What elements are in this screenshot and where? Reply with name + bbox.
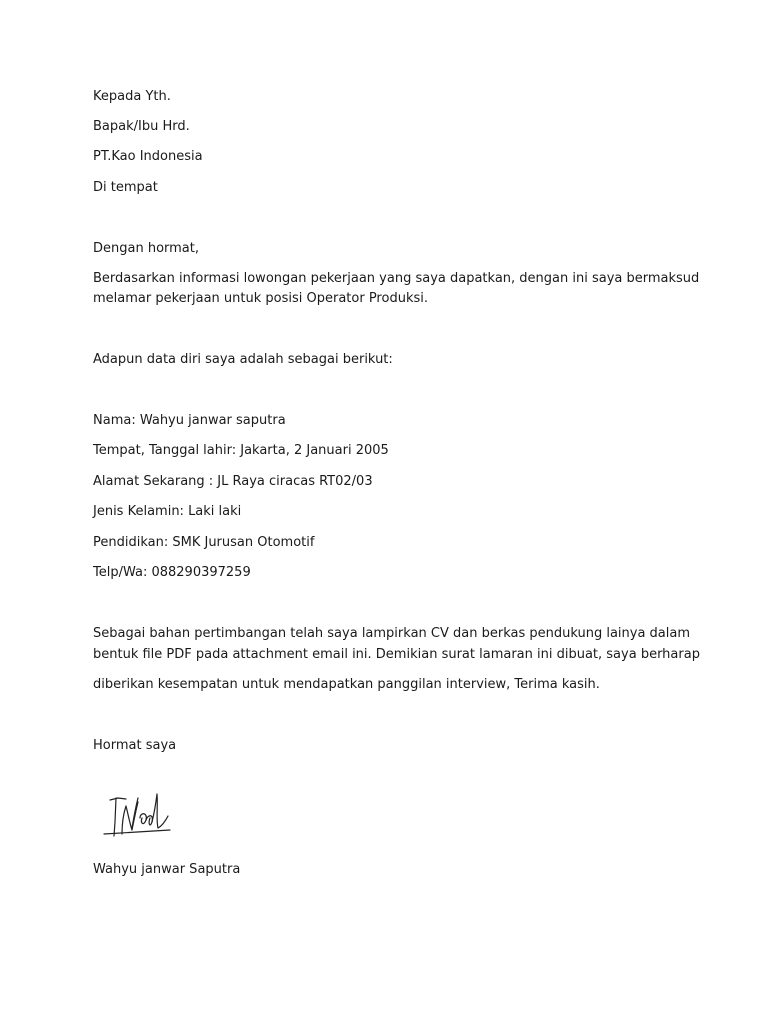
sign-off: Hormat saya (93, 738, 177, 753)
intro-line-2: melamar pekerjaan untuk posisi Operator Produksi. (93, 291, 428, 306)
personal-name: Nama: Wahyu janwar saputra (93, 413, 286, 428)
recipient-line-4: Di tempat (93, 180, 158, 195)
closing-line-3: diberikan kesempatan untuk mendapatkan panggilan interview, Terima kasih. (93, 677, 600, 692)
data-intro: Adapun data diri saya adalah sebagai berikut: (93, 352, 393, 367)
recipient-line-3: PT.Kao Indonesia (93, 149, 203, 164)
personal-education: Pendidikan: SMK Jurusan Otomotif (93, 535, 315, 550)
personal-gender: Jenis Kelamin: Laki laki (93, 504, 242, 519)
signature-image (96, 770, 176, 850)
closing-line-1: Sebagai bahan pertimbangan telah saya lampirkan CV dan berkas pendukung lainya dalam (93, 626, 691, 641)
recipient-line-1: Kepada Yth. (93, 89, 171, 104)
greeting: Dengan hormat, (93, 241, 200, 256)
closing-line-2: bentuk file PDF pada attachment email ini. Demikian surat lamaran ini dibuat, saya berharap (93, 647, 700, 662)
handwritten-signature (96, 770, 176, 850)
personal-birth: Tempat, Tanggal lahir: Jakarta, 2 Januari 2005 (93, 443, 389, 458)
personal-phone: Telp/Wa: 088290397259 (93, 565, 251, 580)
recipient-line-2: Bapak/Ibu Hrd. (93, 119, 190, 134)
intro-line-1: Berdasarkan informasi lowongan pekerjaan yang saya dapatkan, dengan ini saya bermaksud (93, 271, 700, 286)
personal-address: Alamat Sekarang : JL Raya ciracas RT02/03 (93, 474, 373, 489)
signer-name: Wahyu janwar Saputra (93, 862, 241, 877)
